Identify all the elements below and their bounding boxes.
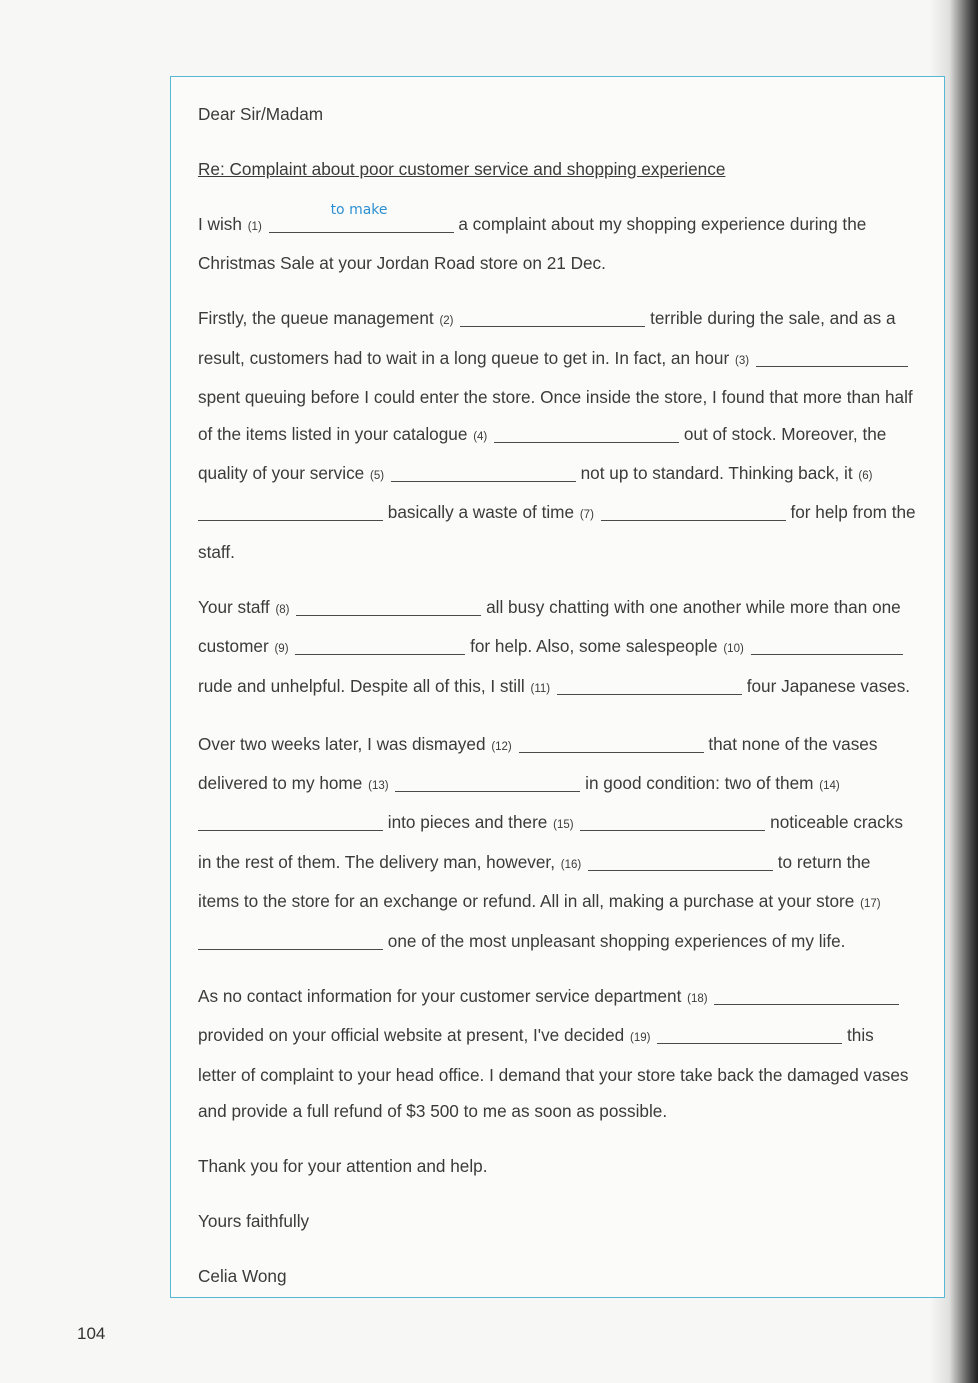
blank-number-10: (10) bbox=[723, 643, 744, 656]
blank-12[interactable] bbox=[519, 732, 704, 753]
blank-number-8: (8) bbox=[275, 603, 290, 616]
paragraph-4: Over two weeks later, I was dismayed (12) that none of the vases delivered to my home (13) in good condition: two of them (14) into pieces and there (15) noticeable cracks in the rest of them. The delivery man, however, (16) to return the items to the store for an exchange or refund. All in all, making a purchase at your store (17) one of the most unpleasant shopping experiences of my life. bbox=[198, 733, 903, 951]
blank-number-19: (19) bbox=[630, 1032, 651, 1045]
paragraph-1: I wish (1) to make a complaint about my shopping experience during the Christmas Sale at your Jordan Road store on 21 Dec. bbox=[198, 202, 867, 274]
blank-number-11: (11) bbox=[530, 682, 551, 695]
blank-number-16: (16) bbox=[560, 858, 582, 871]
blank-number-3: (3) bbox=[735, 354, 750, 367]
blank-number-9: (9) bbox=[274, 643, 289, 656]
blank-5[interactable] bbox=[391, 461, 576, 482]
blank-number-15: (15) bbox=[553, 819, 574, 832]
blank-4[interactable] bbox=[494, 422, 679, 443]
blank-8[interactable] bbox=[296, 595, 481, 616]
blank-9[interactable] bbox=[295, 634, 465, 655]
closing-thanks: Thank you for your attention and help. bbox=[198, 1155, 488, 1176]
page-number: 104 bbox=[77, 1324, 106, 1343]
blank-6[interactable] bbox=[198, 500, 383, 521]
blank-16[interactable] bbox=[588, 850, 773, 871]
blank-15[interactable] bbox=[580, 810, 765, 831]
blank-10[interactable] bbox=[751, 634, 903, 655]
paragraph-5: As no contact information for your customer service department (18) provided on your official website at present, I've decided (19) this letter of complaint to your head office. I demand that your store take back the damaged vases and provide a full refund of $3 500 to me as soon as possible. bbox=[198, 985, 909, 1121]
blank-13[interactable] bbox=[395, 771, 580, 792]
blank-number-6: (6) bbox=[858, 470, 873, 483]
blank-18[interactable] bbox=[714, 984, 899, 1005]
blank-number-5: (5) bbox=[370, 470, 385, 483]
blank-3[interactable] bbox=[756, 346, 908, 367]
sign-off: Yours faithfully bbox=[198, 1210, 310, 1231]
blank-number-13: (13) bbox=[368, 780, 389, 793]
salutation: Dear Sir/Madam bbox=[198, 104, 324, 124]
paragraph-2: Firstly, the queue management (2) terrible during the sale, and as a result, customers had to wait in a long queue to get in. In fact, an hour (3) spent queuing before I could enter the store. Once inside the store, I found that more than half of the items listed in your catalogue (4) out of stock. Moreover, the quality of your service (5) not up to standard. Thinking back, it (6) basically a waste of time (7) for help from the staff. bbox=[198, 308, 916, 562]
blank-19[interactable] bbox=[657, 1023, 842, 1044]
blank-number-17: (17) bbox=[860, 898, 881, 911]
blank-number-18: (18) bbox=[687, 992, 708, 1005]
signature: Celia Wong bbox=[198, 1265, 287, 1286]
blank-number-4: (4) bbox=[473, 430, 488, 443]
blank-2[interactable] bbox=[460, 306, 645, 327]
answer-1: to make bbox=[330, 202, 388, 218]
blank-1[interactable] bbox=[269, 202, 454, 233]
blank-11[interactable] bbox=[557, 674, 742, 695]
blank-number-2: (2) bbox=[439, 315, 454, 328]
paragraph-3: Your staff (8) all busy chatting with one another while more than one customer (9) for help. Also, some salespeople (10) rude and unhelpful. Despite all of this, I still (11) four Japanese vases. bbox=[198, 596, 911, 696]
blank-7[interactable] bbox=[601, 500, 786, 521]
blank-14[interactable] bbox=[198, 810, 383, 831]
blank-17[interactable] bbox=[198, 929, 383, 950]
letter-body bbox=[198, 96, 916, 1313]
subject-line: Re: Complaint about poor customer service and shopping experience bbox=[198, 159, 726, 179]
blank-number-1: (1) bbox=[247, 221, 262, 233]
blank-number-7: (7) bbox=[579, 509, 594, 522]
blank-number-12: (12) bbox=[491, 740, 512, 753]
blank-number-14: (14) bbox=[819, 780, 840, 793]
